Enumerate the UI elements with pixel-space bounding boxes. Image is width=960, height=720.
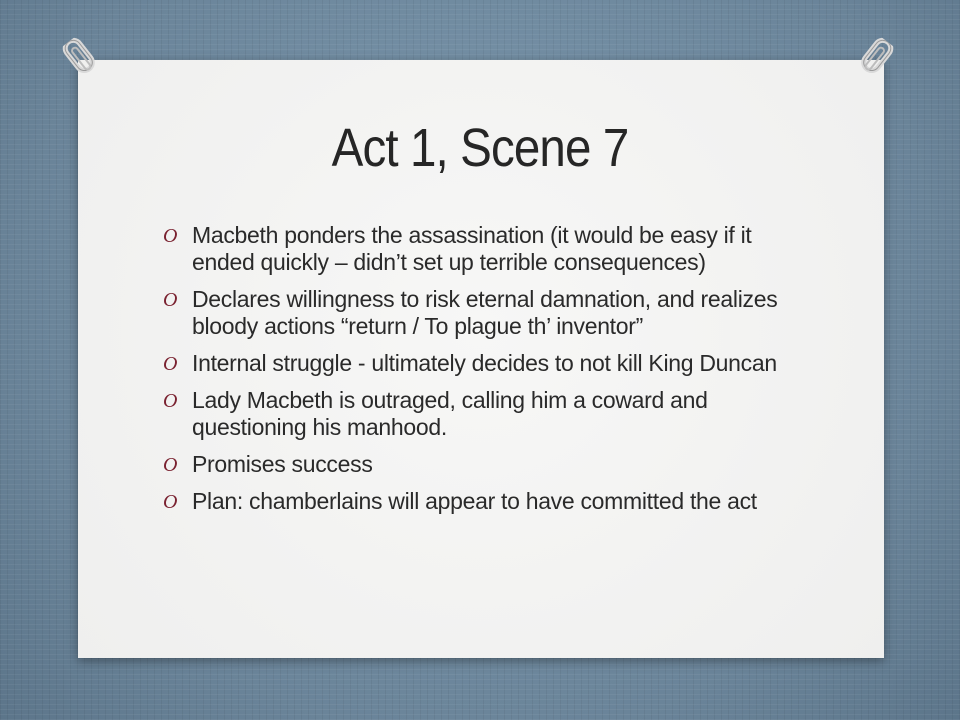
slide-title: Act 1, Scene 7	[331, 118, 629, 178]
bullet-text: Internal struggle - ultimately decides to not kill King Duncan	[192, 350, 777, 376]
bullet-text: Plan: chamberlains will appear to have committed the act	[192, 488, 757, 514]
bullet-list	[163, 222, 803, 525]
bullet-marker: O	[163, 454, 178, 476]
bullet-item	[163, 451, 803, 478]
bullet-item	[163, 222, 803, 276]
bullet-item	[163, 286, 803, 340]
bullet-text: Lady Macbeth is outraged, calling him a coward and questioning his manhood.	[192, 387, 708, 440]
bullet-marker: O	[163, 225, 178, 247]
bullet-item	[163, 350, 803, 377]
bullet-item	[163, 387, 803, 441]
bullet-item	[163, 488, 803, 515]
bullet-text: Declares willingness to risk eternal damnation, and realizes bloody actions “return / To plague th’ inventor”	[192, 286, 778, 339]
bullet-text: Macbeth ponders the assassination (it would be easy if it ended quickly – didn’t set up terrible consequences)	[192, 222, 752, 275]
bullet-text: Promises success	[192, 451, 373, 477]
bullet-marker: O	[163, 491, 178, 513]
bullet-marker: O	[163, 390, 178, 412]
bullet-marker: O	[163, 289, 178, 311]
bullet-marker: O	[163, 353, 178, 375]
